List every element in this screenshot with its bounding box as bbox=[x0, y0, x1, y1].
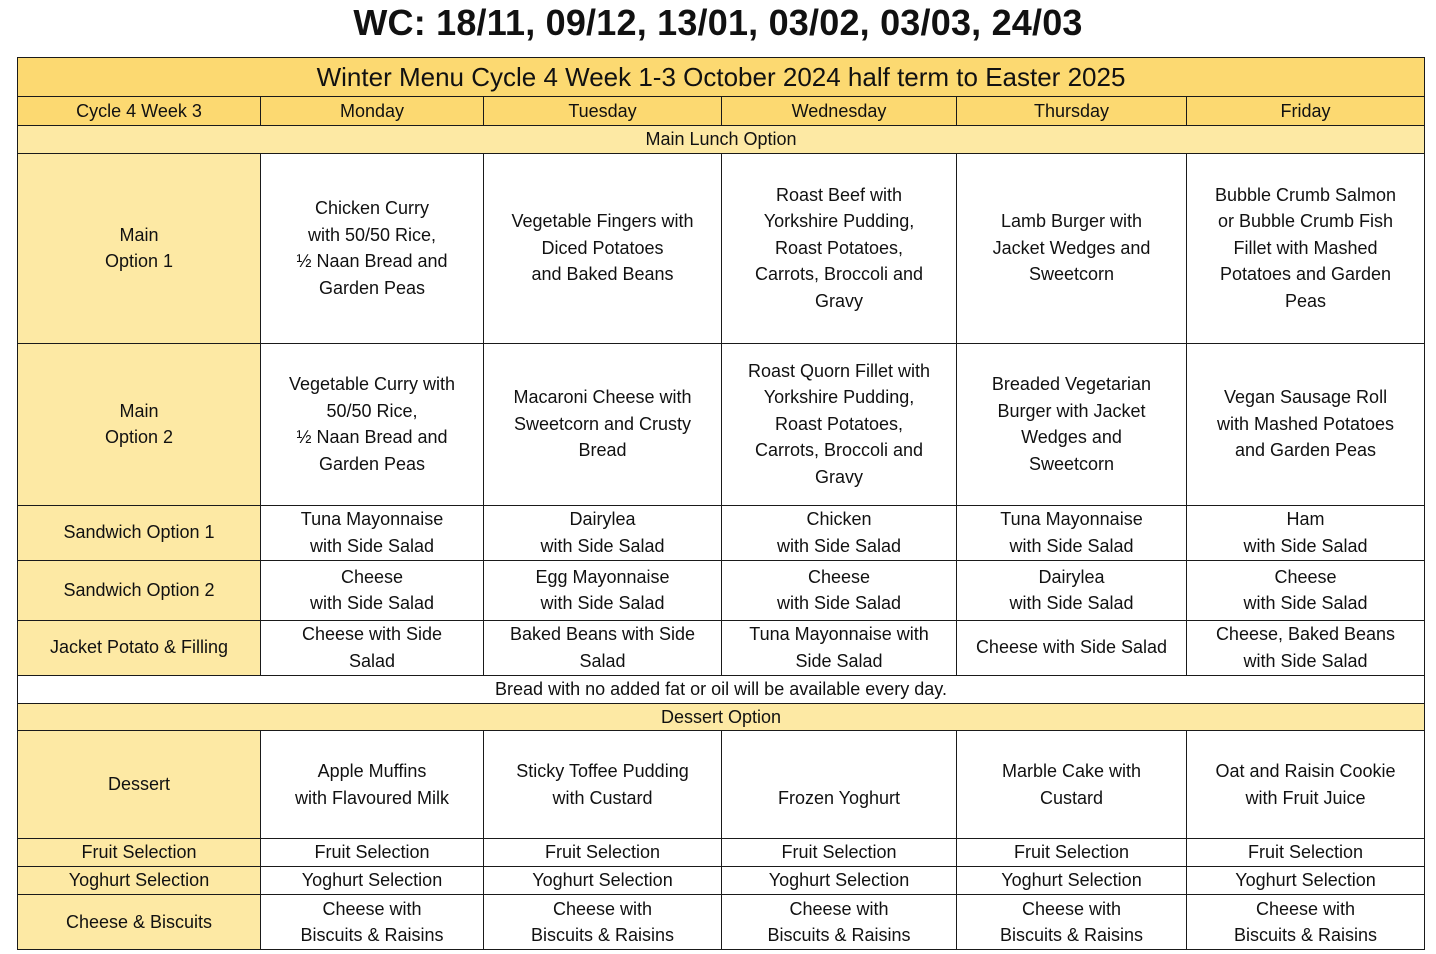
menu-cell: Ham with Side Salad bbox=[1187, 505, 1425, 560]
table-row bbox=[18, 895, 1425, 950]
menu-cell: Cheese, Baked Beans with Side Salad bbox=[1187, 620, 1425, 675]
menu-cell: Dairylea with Side Salad bbox=[957, 560, 1187, 620]
menu-cell: Yoghurt Selection bbox=[1187, 867, 1425, 895]
menu-cell: Frozen Yoghurt bbox=[722, 731, 957, 839]
menu-cell: Breaded Vegetarian Burger with Jacket Wedges and Sweetcorn bbox=[957, 343, 1187, 505]
menu-title: Winter Menu Cycle 4 Week 1-3 October 2024 half term to Easter 2025 bbox=[18, 58, 1425, 97]
table-row bbox=[18, 560, 1425, 620]
menu-cell: Tuna Mayonnaise with Side Salad bbox=[261, 505, 484, 560]
menu-cell: Apple Muffins with Flavoured Milk bbox=[261, 731, 484, 839]
menu-cell: Baked Beans with Side Salad bbox=[484, 620, 722, 675]
menu-cell: Tuna Mayonnaise with Side Salad bbox=[722, 620, 957, 675]
day-header-friday: Friday bbox=[1187, 97, 1425, 126]
menu-cell: Vegetable Fingers with Diced Potatoes and Baked Beans bbox=[484, 153, 722, 343]
table-row bbox=[18, 731, 1425, 839]
menu-cell: Cheese with Biscuits & Raisins bbox=[1187, 895, 1425, 950]
menu-cell: Dairylea with Side Salad bbox=[484, 505, 722, 560]
row-label-sandwich-option-1: Sandwich Option 1 bbox=[18, 505, 261, 560]
dessert-option-heading: Dessert Option bbox=[18, 703, 1425, 731]
day-header-thursday: Thursday bbox=[957, 97, 1187, 126]
menu-cell: Yoghurt Selection bbox=[957, 867, 1187, 895]
row-label-dessert: Dessert bbox=[18, 731, 261, 839]
week-commencing-title: WC: 18/11, 09/12, 13/01, 03/02, 03/03, 24/03 bbox=[353, 2, 1083, 43]
day-header-monday: Monday bbox=[261, 97, 484, 126]
cycle-week-label: Cycle 4 Week 3 bbox=[18, 97, 261, 126]
row-label-cheese-biscuits: Cheese & Biscuits bbox=[18, 895, 261, 950]
menu-cell: Vegetable Curry with 50/50 Rice, ½ Naan Bread and Garden Peas bbox=[261, 343, 484, 505]
table-row bbox=[18, 839, 1425, 867]
row-label-main-option-1: Main Option 1 bbox=[18, 153, 261, 343]
menu-cell: Fruit Selection bbox=[957, 839, 1187, 867]
menu-cell: Cheese with Side Salad bbox=[261, 560, 484, 620]
row-label-sandwich-option-2: Sandwich Option 2 bbox=[18, 560, 261, 620]
menu-cell: Cheese with Biscuits & Raisins bbox=[261, 895, 484, 950]
menu-cell: Cheese with Side Salad bbox=[1187, 560, 1425, 620]
table-row bbox=[18, 343, 1425, 505]
menu-cell: Marble Cake with Custard bbox=[957, 731, 1187, 839]
menu-cell: Macaroni Cheese with Sweetcorn and Crusty Bread bbox=[484, 343, 722, 505]
menu-cell: Chicken with Side Salad bbox=[722, 505, 957, 560]
menu-cell: Sticky Toffee Pudding with Custard bbox=[484, 731, 722, 839]
menu-cell: Yoghurt Selection bbox=[484, 867, 722, 895]
bread-note: Bread with no added fat or oil will be available every day. bbox=[18, 675, 1425, 703]
menu-cell: Roast Beef with Yorkshire Pudding, Roast Potatoes, Carrots, Broccoli and Gravy bbox=[722, 153, 957, 343]
menu-cell: Roast Quorn Fillet with Yorkshire Pudding, Roast Potatoes, Carrots, Broccoli and Gravy bbox=[722, 343, 957, 505]
day-header-tuesday: Tuesday bbox=[484, 97, 722, 126]
menu-cell: Fruit Selection bbox=[722, 839, 957, 867]
menu-cell: Yoghurt Selection bbox=[261, 867, 484, 895]
table-row bbox=[18, 620, 1425, 675]
menu-table bbox=[17, 57, 1425, 950]
menu-cell: Cheese with Biscuits & Raisins bbox=[722, 895, 957, 950]
day-header-wednesday: Wednesday bbox=[722, 97, 957, 126]
menu-cell: Lamb Burger with Jacket Wedges and Sweetcorn bbox=[957, 153, 1187, 343]
menu-cell: Cheese with Biscuits & Raisins bbox=[957, 895, 1187, 950]
menu-cell: Egg Mayonnaise with Side Salad bbox=[484, 560, 722, 620]
menu-cell: Yoghurt Selection bbox=[722, 867, 957, 895]
table-row bbox=[18, 153, 1425, 343]
menu-cell: Cheese with Side Salad bbox=[722, 560, 957, 620]
table-row bbox=[18, 505, 1425, 560]
menu-cell: Chicken Curry with 50/50 Rice, ½ Naan Bread and Garden Peas bbox=[261, 153, 484, 343]
row-label-yoghurt-selection: Yoghurt Selection bbox=[18, 867, 261, 895]
table-row bbox=[18, 867, 1425, 895]
menu-cell: Vegan Sausage Roll with Mashed Potatoes and Garden Peas bbox=[1187, 343, 1425, 505]
menu-cell: Fruit Selection bbox=[261, 839, 484, 867]
row-label-fruit-selection: Fruit Selection bbox=[18, 839, 261, 867]
row-label-jacket-potato: Jacket Potato & Filling bbox=[18, 620, 261, 675]
row-label-main-option-2: Main Option 2 bbox=[18, 343, 261, 505]
menu-cell: Cheese with Side Salad bbox=[261, 620, 484, 675]
menu-cell: Cheese with Biscuits & Raisins bbox=[484, 895, 722, 950]
menu-cell: Tuna Mayonnaise with Side Salad bbox=[957, 505, 1187, 560]
main-lunch-option-heading: Main Lunch Option bbox=[18, 126, 1425, 154]
menu-cell: Oat and Raisin Cookie with Fruit Juice bbox=[1187, 731, 1425, 839]
menu-cell: Cheese with Side Salad bbox=[957, 620, 1187, 675]
menu-cell: Bubble Crumb Salmon or Bubble Crumb Fish Fillet with Mashed Potatoes and Garden Peas bbox=[1187, 153, 1425, 343]
menu-cell: Fruit Selection bbox=[484, 839, 722, 867]
menu-cell: Fruit Selection bbox=[1187, 839, 1425, 867]
